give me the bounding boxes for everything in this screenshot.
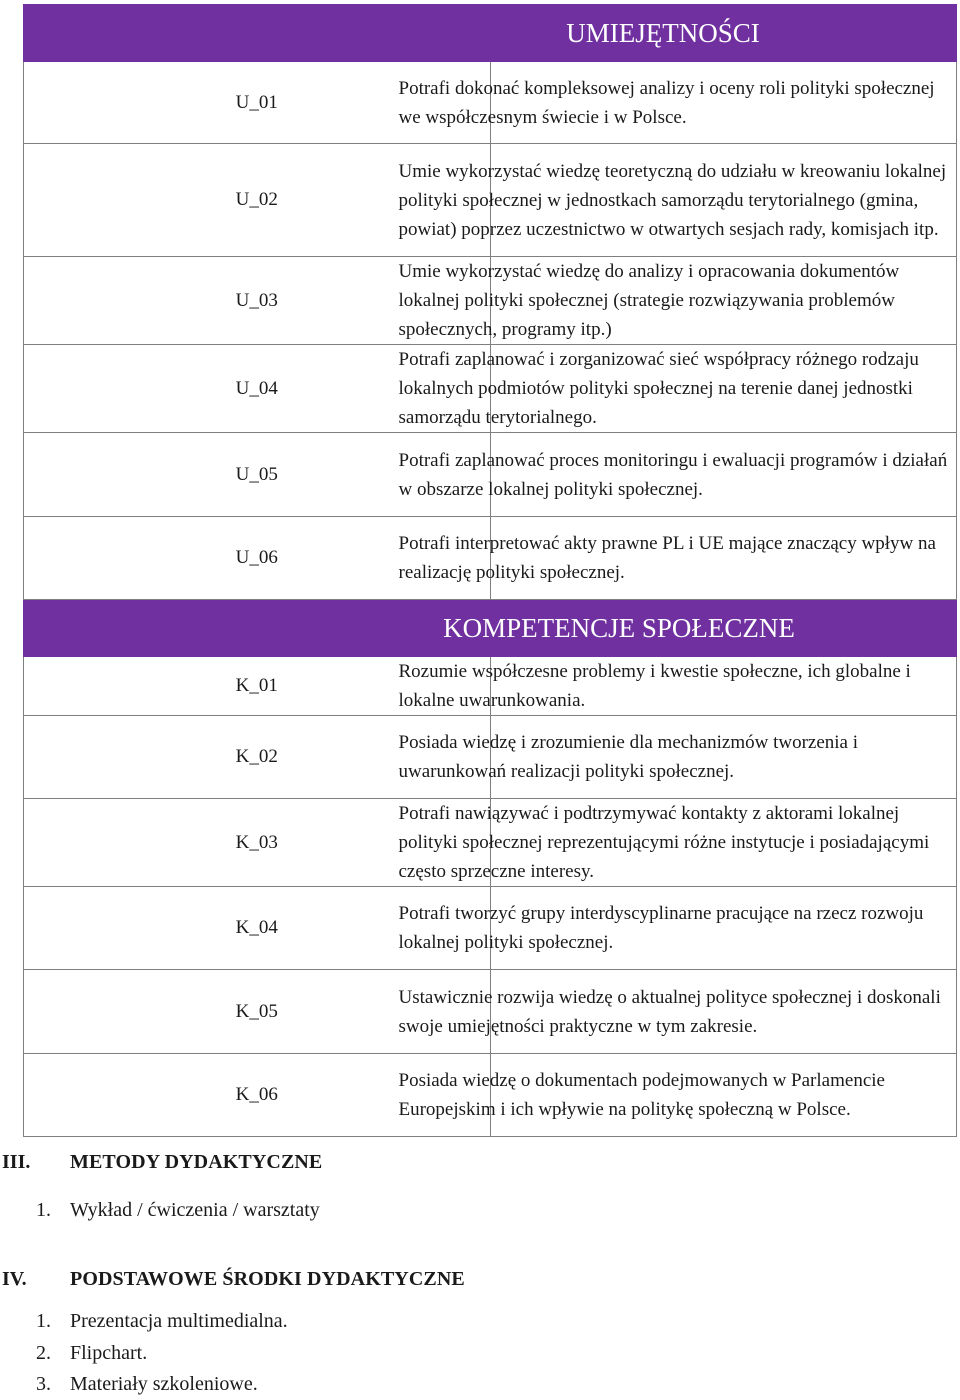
skills-header-row bbox=[24, 5, 957, 62]
table-row bbox=[24, 970, 957, 1054]
outcome-code: K_05 bbox=[24, 970, 491, 1054]
section-title: PODSTAWOWE ŚRODKI DYDAKTYCZNE bbox=[70, 1268, 465, 1290]
table-row bbox=[24, 345, 957, 433]
list-item-text: Flipchart. bbox=[70, 1342, 148, 1364]
outcome-description: Ustawicznie rozwija wiedzę o aktualnej polityce społecznej i doskonali swoje umiejętności praktyczne w tym zakresie. bbox=[490, 970, 957, 1054]
list-item-text: Wykład / ćwiczenia / warsztaty bbox=[70, 1199, 320, 1221]
list-item-text: Prezentacja multimedialna. bbox=[70, 1310, 288, 1332]
outcome-description: Potrafi nawiązywać i podtrzymywać kontakty z aktorami lokalnej polityki społecznej reprezentującymi różne instytucje i posiadającymi często sprzeczne interesy. bbox=[490, 799, 957, 887]
list-item-number: 2. bbox=[36, 1342, 51, 1364]
list-item-text: Materiały szkoleniowe. bbox=[70, 1373, 258, 1395]
skills-header: UMIEJĘTNOŚCI bbox=[24, 5, 957, 62]
outcome-code: U_04 bbox=[24, 345, 491, 433]
outcome-code: K_06 bbox=[24, 1054, 491, 1137]
table-row bbox=[24, 433, 957, 517]
outcome-description: Potrafi zaplanować i zorganizować sieć współpracy różnego rodzaju lokalnych podmiotów polityki społecznej na terenie danej jednostki samorządu terytorialnego. bbox=[490, 345, 957, 433]
list-item-number: 1. bbox=[36, 1310, 51, 1332]
outcome-description: Rozumie współczesne problemy i kwestie społeczne, ich globalne i lokalne uwarunkowania. bbox=[490, 657, 957, 716]
outcome-code: U_02 bbox=[24, 144, 491, 257]
outcome-description: Posiada wiedzę i zrozumienie dla mechanizmów tworzenia i uwarunkowań realizacji polityki społecznej. bbox=[490, 716, 957, 799]
section-number: IV. bbox=[2, 1268, 27, 1290]
outcome-code: K_02 bbox=[24, 716, 491, 799]
outcome-code: U_06 bbox=[24, 517, 491, 600]
outcome-description: Posiada wiedzę o dokumentach podejmowanych w Parlamencie Europejskim i ich wpływie na politykę społeczną w Polsce. bbox=[490, 1054, 957, 1137]
outcome-code: U_01 bbox=[24, 62, 491, 144]
table-row bbox=[24, 62, 957, 144]
outcome-description: Umie wykorzystać wiedzę do analizy i opracowania dokumentów lokalnej polityki społecznej (strategie rozwiązywania problemów społecznych, programy itp.) bbox=[490, 257, 957, 345]
competences-header-row bbox=[24, 600, 957, 657]
outcome-description: Umie wykorzystać wiedzę teoretyczną do udziału w kreowaniu lokalnej polityki społecznej w jednostkach samorządu terytorialnego (gmina, powiat) poprzez uczestnictwo w otwartych sesjach rady, komisjach itp. bbox=[490, 144, 957, 257]
outcome-description: Potrafi tworzyć grupy interdyscyplinarne pracujące na rzecz rozwoju lokalnej polityki społecznej. bbox=[490, 887, 957, 970]
outcome-description: Potrafi dokonać kompleksowej analizy i oceny roli polityki społecznej we współczesnym świecie i w Polsce. bbox=[490, 62, 957, 144]
table-row bbox=[24, 887, 957, 970]
list-item-number: 3. bbox=[36, 1373, 51, 1395]
section-title: METODY DYDAKTYCZNE bbox=[70, 1151, 323, 1173]
outcome-code: U_03 bbox=[24, 257, 491, 345]
table-row bbox=[24, 716, 957, 799]
table-row bbox=[24, 144, 957, 257]
outcome-code: K_01 bbox=[24, 657, 491, 716]
outcome-code: K_04 bbox=[24, 887, 491, 970]
section-number: III. bbox=[2, 1151, 31, 1173]
outcome-description: Potrafi interpretować akty prawne PL i UE mające znaczący wpływ na realizację polityki społecznej. bbox=[490, 517, 957, 600]
outcome-code: U_05 bbox=[24, 433, 491, 517]
table-row bbox=[24, 517, 957, 600]
table-row bbox=[24, 799, 957, 887]
outcome-code: K_03 bbox=[24, 799, 491, 887]
learning-outcomes-table bbox=[23, 4, 957, 1137]
table-row bbox=[24, 657, 957, 716]
competences-header: KOMPETENCJE SPOŁECZNE bbox=[24, 600, 957, 657]
list-item-number: 1. bbox=[36, 1199, 51, 1221]
table-row bbox=[24, 257, 957, 345]
table-row bbox=[24, 1054, 957, 1137]
outcome-description: Potrafi zaplanować proces monitoringu i ewaluacji programów i działań w obszarze lokalnej polityki społecznej. bbox=[490, 433, 957, 517]
